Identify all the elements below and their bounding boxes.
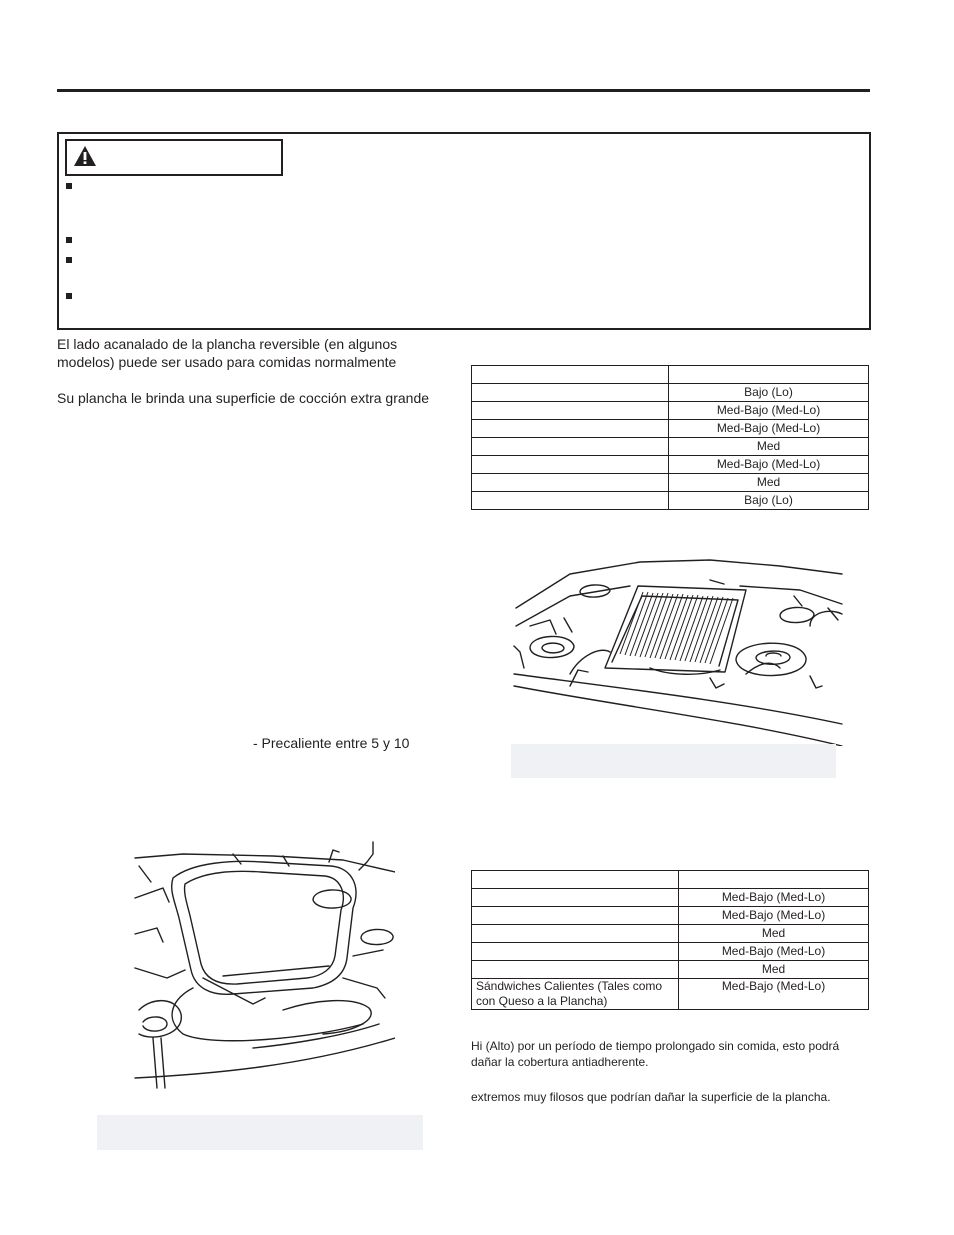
table-row: Med-Bajo (Med-Lo) [472, 943, 869, 961]
griddle-paragraph: Su plancha le brinda una superficie de cocción extra grande [57, 390, 430, 406]
table-row: Bajo (Lo) [472, 492, 869, 510]
griddle-caption [97, 1115, 423, 1150]
nonstick-note [471, 1038, 871, 1070]
grill-paragraph [57, 335, 457, 371]
warning-bullet [66, 183, 72, 189]
table-row: Sándwiches Calientes (Tales como con Queso a la Plancha) Med-Bajo (Med-Lo) [472, 979, 869, 1010]
table-row: Med-Bajo (Med-Lo) [472, 889, 869, 907]
grill-caption [511, 744, 836, 778]
table-header-row [472, 366, 869, 384]
warning-bullet [66, 293, 72, 299]
griddle-settings-table [471, 870, 869, 1010]
table-row: Med-Bajo (Med-Lo) [472, 456, 869, 474]
warning-triangle-icon [73, 145, 97, 167]
table-row: Med [472, 925, 869, 943]
table-row: Med [472, 438, 869, 456]
table-row: Med [472, 474, 869, 492]
preheat-text: - Precaliente entre 5 y 10 [253, 735, 410, 751]
paragraph-line: modelos) puede ser usado para comidas normalmente [57, 354, 397, 370]
table-row: Med [472, 961, 869, 979]
table-header-row [472, 871, 869, 889]
header-rule [57, 89, 870, 92]
griddle-illustration [133, 838, 395, 1100]
grill-settings-table [471, 365, 869, 510]
warning-label [65, 139, 283, 176]
note-line: Hi (Alto) por un período de tiempo prolongado sin comida, esto podrá [471, 1039, 840, 1053]
paragraph-line: El lado acanalado de la plancha reversible (en algunos [57, 336, 398, 352]
warning-bullet [66, 257, 72, 263]
utensil-note: extremos muy filosos que podrían dañar la superficie de la plancha. [471, 1090, 831, 1104]
table-row: Bajo (Lo) [472, 384, 869, 402]
table-row: Med-Bajo (Med-Lo) [472, 402, 869, 420]
reversible-grill-illustration [510, 556, 845, 746]
table-row: Med-Bajo (Med-Lo) [472, 420, 869, 438]
warning-bullet [66, 237, 72, 243]
table-row: Med-Bajo (Med-Lo) [472, 907, 869, 925]
note-line: dañar la cobertura antiadherente. [471, 1055, 649, 1069]
